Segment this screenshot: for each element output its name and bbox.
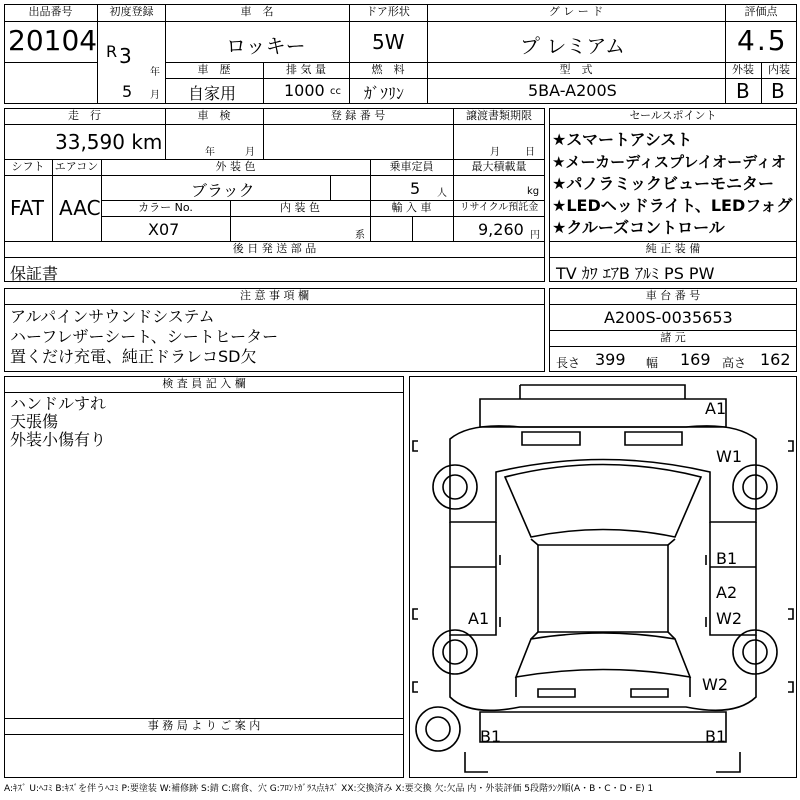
history: 自家用 bbox=[188, 84, 237, 103]
note-line: 置くだけ充電、純正ドラレコSD欠 bbox=[10, 347, 257, 366]
fuel-label: 燃 料 bbox=[371, 63, 405, 76]
equipment: TV ｶﾜ ｴｱB ｱﾙﾐ PS PW bbox=[556, 264, 715, 283]
inspector-label: 検 査 員 記 入 欄 bbox=[162, 377, 246, 390]
first-reg-label: 初度登録 bbox=[109, 5, 154, 18]
car-name: ロッキー bbox=[226, 34, 306, 58]
mileage: 33,590 km bbox=[55, 130, 163, 154]
int-color-unit: 系 bbox=[355, 230, 365, 241]
reg-year: 3 bbox=[119, 44, 132, 68]
mileage-label: 走 行 bbox=[68, 109, 101, 122]
ext-color: ブラック bbox=[191, 181, 255, 200]
sales-label: セールスポイント bbox=[629, 109, 717, 122]
width: 169 bbox=[680, 350, 711, 369]
displacement-unit: cc bbox=[330, 86, 341, 97]
door-type: 5W bbox=[372, 30, 405, 54]
recycle-label: リサイクル預託金 bbox=[459, 202, 539, 213]
reg-era: R bbox=[106, 42, 118, 61]
lot-label: 出品番号 bbox=[28, 5, 73, 18]
seats-unit: 人 bbox=[437, 188, 447, 199]
ext-grade: B bbox=[736, 79, 750, 103]
length: 399 bbox=[595, 350, 626, 369]
seats-label: 乗車定員 bbox=[389, 160, 434, 173]
chassis-number: A200S-0035653 bbox=[604, 308, 733, 327]
door-label: ドア形状 bbox=[366, 5, 410, 18]
reg-month: 5 bbox=[122, 82, 133, 101]
damage-mark: A1 bbox=[468, 609, 490, 628]
displacement-label: 排 気 量 bbox=[286, 63, 326, 76]
car-name-label: 車 名 bbox=[240, 5, 274, 18]
chassis-label: 車 台 番 号 bbox=[645, 289, 701, 302]
damage-mark: B1 bbox=[480, 727, 502, 746]
color-no-label: カラー No. bbox=[138, 201, 193, 214]
damage-mark: A2 bbox=[716, 583, 738, 602]
sales-item: ★クルーズコントロール bbox=[552, 218, 725, 237]
inspector-line: ハンドルすれ bbox=[10, 394, 107, 413]
sales-item: ★メーカーディスプレイオーディオ bbox=[552, 153, 786, 171]
int-grade-label: 内装 bbox=[768, 63, 790, 76]
legend-footer: A:ｷｽﾞ U:ﾍｺﾐ B:ｷｽﾞを伴うﾍｺﾐ P:要塗装 W:補修跡 S:錆 C:腐食、穴 G:ﾌﾛﾝﾄｶﾞﾗｽ点ｷｽﾞ XX:交換済み X:要交換 欠:欠品 内・外装評価 5段階ﾗﾝｸ順(A・B・C・D・E) 1 bbox=[4, 784, 654, 794]
damage-mark: A1 bbox=[705, 399, 727, 418]
transfer-day-unit: 日 bbox=[525, 147, 535, 158]
int-grade: B bbox=[771, 79, 785, 103]
score: 4.5 bbox=[737, 24, 788, 57]
shift: FAT bbox=[10, 196, 45, 220]
damage-mark: W1 bbox=[716, 447, 742, 466]
load-label: 最大積載量 bbox=[471, 160, 527, 173]
length-label: 長さ bbox=[556, 356, 581, 370]
ext-grade-label: 外装 bbox=[732, 63, 754, 76]
later-parts: 保証書 bbox=[10, 264, 59, 283]
sales-item: ★パノラミックビューモニター bbox=[552, 174, 775, 193]
note-line: ハーフレザーシート、シートヒーター bbox=[10, 327, 279, 346]
car-diagram-svg bbox=[410, 377, 796, 777]
damage-mark: W2 bbox=[716, 609, 742, 628]
load-unit: kg bbox=[527, 186, 540, 197]
fuel: ｶﾞｿﾘﾝ bbox=[364, 84, 405, 103]
reg-month-unit: 月 bbox=[150, 90, 160, 101]
notes-label: 注 意 事 項 欄 bbox=[240, 289, 309, 302]
displacement: 1000 bbox=[284, 81, 325, 100]
damage-mark: B1 bbox=[705, 727, 727, 746]
import-label: 輸 入 車 bbox=[391, 201, 432, 214]
inspection-month-unit: 月 bbox=[245, 147, 255, 158]
note-line: アルパインサウンドシステム bbox=[10, 307, 215, 326]
damage-diagram bbox=[409, 376, 797, 778]
transfer-month-unit: 月 bbox=[490, 147, 500, 158]
height-label: 高さ bbox=[722, 356, 747, 370]
lot-number: 20104 bbox=[8, 24, 98, 57]
score-label: 評価点 bbox=[744, 5, 778, 18]
recycle-unit: 円 bbox=[530, 230, 540, 241]
sales-list bbox=[552, 129, 797, 239]
model-label: 型 式 bbox=[559, 63, 593, 76]
equipment-label: 純 正 装 備 bbox=[645, 242, 701, 255]
int-color-label: 内 装 色 bbox=[280, 201, 320, 214]
ac: AAC bbox=[59, 196, 101, 220]
shift-label: シフト bbox=[11, 160, 45, 173]
later-parts-label: 後 日 発 送 部 品 bbox=[232, 242, 317, 255]
inspection-year-unit: 年 bbox=[205, 147, 215, 158]
seats: 5 bbox=[410, 179, 421, 198]
ac-label: エアコン bbox=[54, 160, 99, 173]
width-label: 幅 bbox=[646, 356, 659, 370]
damage-mark: W2 bbox=[702, 675, 728, 694]
color-no: X07 bbox=[148, 220, 180, 239]
ext-color-label: 外 装 色 bbox=[215, 160, 256, 173]
office-label: 事 務 局 よ り ご 案 内 bbox=[147, 719, 261, 732]
grade: プ レミアム bbox=[520, 34, 625, 58]
history-label: 車 歴 bbox=[197, 63, 231, 76]
inspector-line: 天張傷 bbox=[10, 412, 59, 431]
transfer-deadline-label: 譲渡書類期限 bbox=[466, 109, 532, 122]
inspector-line: 外装小傷有り bbox=[10, 430, 107, 449]
spec-label: 諸 元 bbox=[660, 331, 686, 344]
model-code: 5BA-A200S bbox=[528, 81, 617, 100]
damage-mark: B1 bbox=[716, 549, 738, 568]
reg-number-label: 登 録 番 号 bbox=[330, 109, 386, 122]
reg-year-unit: 年 bbox=[150, 67, 160, 78]
sales-item: ★スマートアシスト bbox=[552, 130, 693, 149]
height: 162 bbox=[760, 350, 791, 369]
sales-item: ★LEDヘッドライト、LEDフォグ bbox=[552, 196, 793, 215]
inspection-label: 車 検 bbox=[197, 109, 231, 122]
grade-label: グ レ ー ド bbox=[548, 5, 604, 18]
recycle-fee: 9,260 bbox=[478, 220, 524, 239]
